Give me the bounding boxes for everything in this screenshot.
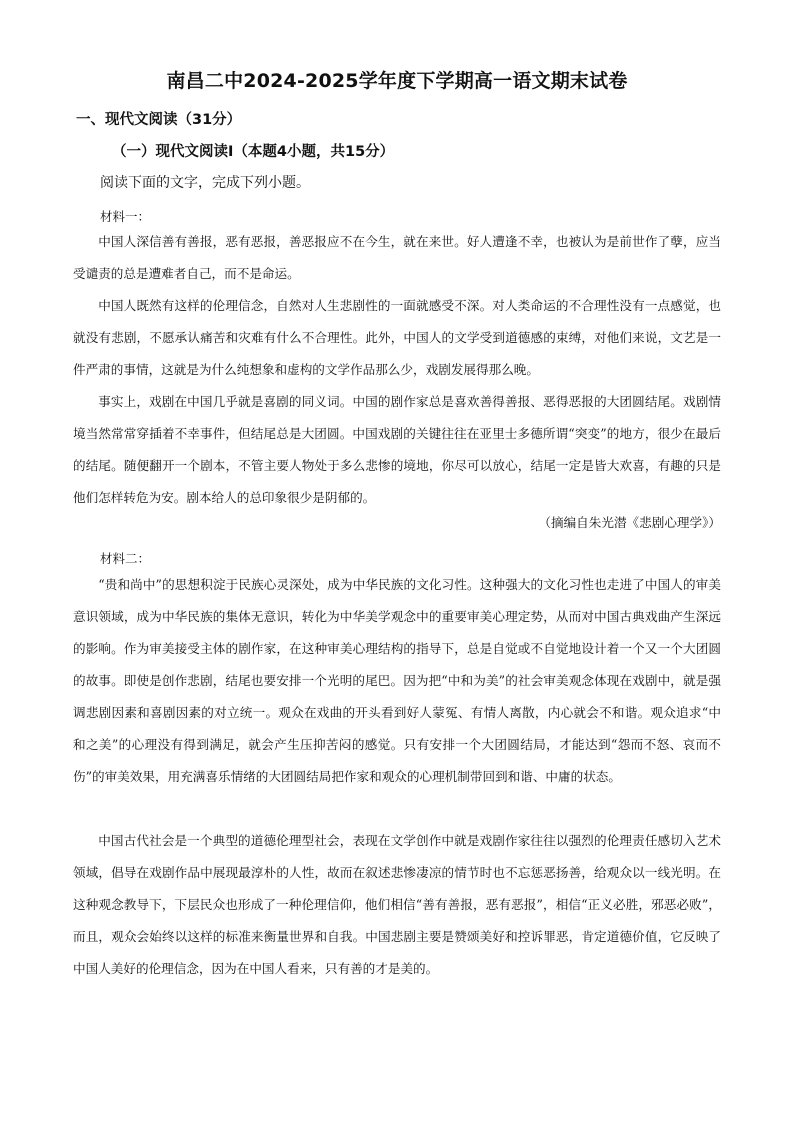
- material-one-source: （摘编自朱光潜《悲剧心理学》）: [538, 515, 721, 530]
- material-one-paragraph: 事实上，戏剧在中国几乎就是喜剧的同义词。中国的剧作家总是喜欢善得善报、恶得恶报的大团圆结尾。戏剧情境当然常常穿插着不幸事件，但结尾总是大团圆。中国戏剧的关键往往在亚里士多德所谓“突变”的地方，很少在最后的结尾。随便翻开一个剧本，不管主要人物处于多么悲惨的境地，你尽可以放心，结尾一定是皆大欢喜，有趣的只是他们怎样转危为安。剧本给人的总印象很少是阴郁的。: [73, 394, 721, 505]
- material-one-label: 材料一：: [100, 209, 151, 224]
- reading-instruction: 阅读下面的文字，完成下列小题。: [100, 175, 310, 191]
- material-two-paragraph: “贵和尚中”的思想积淀于民族心灵深处，成为中华民族的文化习性。这种强大的文化习性也走进了中国人的审美意识领域，成为中华民族的集体无意识，转化为中华美学观念中的重要审美心理定势，从而对中国古典戏曲产生深远的影响。作为审美接受主体的剧作家，在这种审美心理结构的指导下，总是自觉或不自觉地设计着一个又一个大团圆的故事。即使是创作悲剧，结尾也要安排一个光明的尾巴。因为把“中和为美”的社会审美观念体现在戏剧中，就是强调悲剧因素和喜剧因素的对立统一。观众在戏曲的开头看到好人蒙冤、有情人离散，内心就会不和谐。观众追求“中和之美”的心理没有得到满足，就会产生压抑苦闷的感觉。只有安排一个大团圆结局，才能达到“怨而不怒、哀而不伤”的审美效果，用充满喜乐情绪的大团圆结局把作家和观众的心理机制带回到和谐、中庸的状态。: [73, 577, 721, 784]
- material-two-paragraph: 中国古代社会是一个典型的道德伦理型社会，表现在文学创作中就是戏剧作家往往以强烈的伦理责任感切入艺术领域，倡导在戏剧作品中展现最淳朴的人性，故而在叙述悲惨凄凉的情节时也不忘惩恶扬善，给观众以一线光明。在这种观念教导下，下层民众也形成了一种伦理信仰，他们相信“善有善报，恶有恶报”，相信“正义必胜，邪恶必败”，而且，观众会始终以这样的标准来衡量世界和自我。中国悲剧主要是赞颂美好和控诉罪恶，肯定道德价值，它反映了中国人美好的伦理信念，因为在中国人看来，只有善的才是美的。: [73, 833, 721, 976]
- material-one-paragraph: 中国人深信善有善报，恶有恶报，善恶报应不在今生，就在来世。好人遭逢不幸，也被认为是前世作了孽，应当受谴责的总是遭难者自己，而不是命运。: [73, 234, 721, 281]
- subsection-heading: （一）现代文阅读Ⅰ（本题4小题，共15分）: [112, 144, 395, 160]
- material-one-paragraph: 中国人既然有这样的伦理信念，自然对人生悲剧性的一面就感受不深。对人类命运的不合理性没有一点感觉，也就没有悲剧，不愿承认痛苦和灾难有什么不合理性。此外，中国人的文学受到道德感的束缚，对他们来说，文艺是一件严肃的事情，这就是为什么纯想象和虚构的文学作品那么少，戏剧发展得那么晚。: [73, 298, 721, 377]
- section-heading: 一、现代文阅读（31分）: [76, 112, 242, 128]
- page-title: 南昌二中2024-2025学年度下学期高一语文期末试卷: [166, 70, 628, 92]
- material-two-label: 材料二：: [100, 551, 151, 566]
